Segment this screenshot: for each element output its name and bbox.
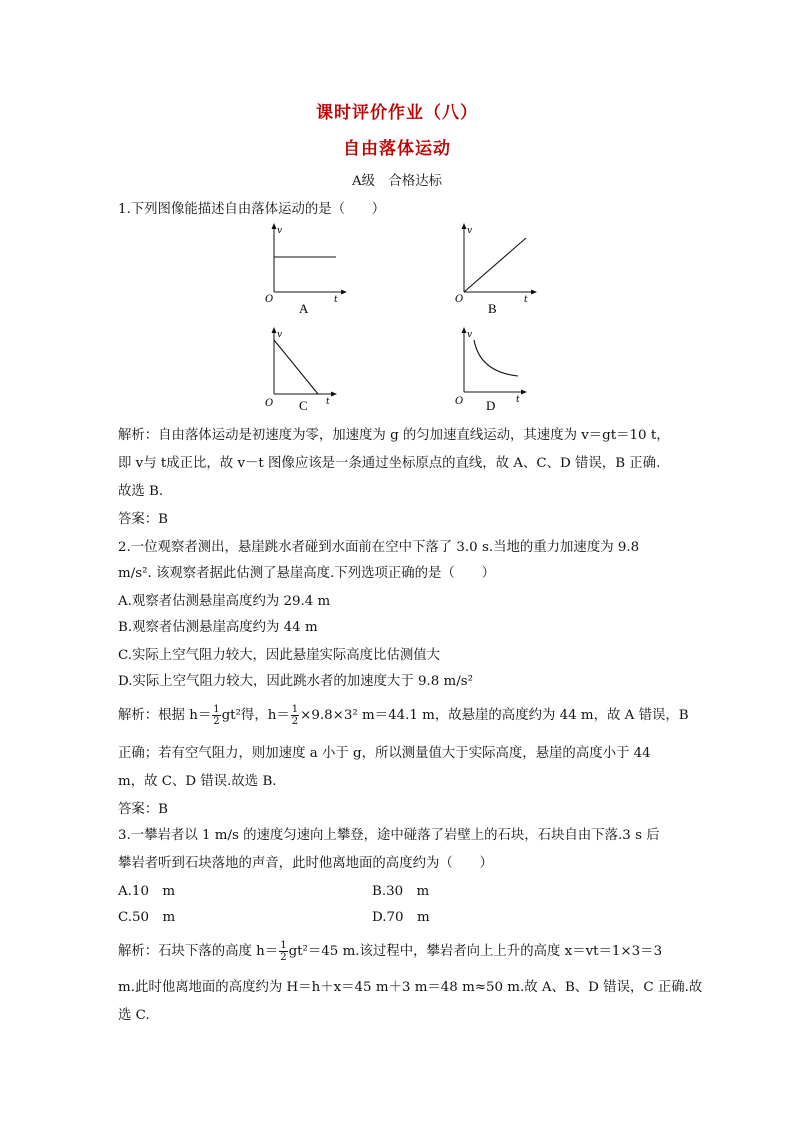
graph-b-y-label: v	[467, 226, 473, 236]
graph-a-x-label: t	[334, 295, 338, 305]
graph-c-x-arrow	[331, 392, 337, 397]
q2-option-b: B.观察者估测悬崖高度约为 44 m	[118, 620, 318, 635]
q2-fraction-1-denominator: 2	[213, 716, 220, 727]
graph-c-y-label: v	[277, 330, 283, 340]
graph-a-x-arrow	[341, 290, 347, 295]
graph-d-y-label: v	[467, 330, 473, 340]
q2-fraction-1-numerator: 1	[213, 704, 220, 715]
q1-analysis-line-3: 故选 B.	[118, 484, 164, 499]
q2-fraction-2-numerator: 1	[291, 704, 299, 715]
graph-b-y-arrow	[462, 223, 467, 229]
graph-c	[262, 326, 352, 428]
q2-fraction-2-denominator: 2	[291, 716, 299, 727]
q3-option-a: A.10 m	[118, 884, 176, 899]
graph-b-curve	[464, 238, 526, 292]
graph-a-y-label: v	[277, 226, 283, 236]
graph-a-caption: A	[299, 301, 309, 316]
graph-b-x-arrow	[531, 290, 537, 295]
q3-analysis-part-1: 解析：石块下落的高度 h＝	[118, 944, 279, 959]
q2-stem-line-2: m/s². 该观察者据此估测了悬崖高度.下列选项正确的是（ ）	[118, 566, 495, 581]
graph-d-origin: O	[455, 396, 464, 407]
graph-c-curve	[274, 340, 318, 394]
q3-analysis-line-1	[118, 940, 678, 963]
q3-analysis-line-2: m.此时他离地面的高度约为 H＝h＋x＝45 m＋3 m＝48 m≈50 m.故 A、B、D 错误，C 正确.故	[118, 980, 703, 995]
graph-d-y-arrow	[462, 327, 467, 333]
q3-option-b: B.30 m	[372, 884, 430, 899]
q2-analysis-part-1: 解析：根据 h＝	[118, 708, 212, 723]
q3-fraction-denominator: 2	[280, 952, 287, 963]
graph-a-y-arrow	[272, 223, 277, 229]
q3-option-c: C.50 m	[118, 910, 176, 925]
graph-c-origin: O	[265, 398, 274, 409]
graph-a	[262, 222, 352, 324]
level-heading: A级 合格达标	[351, 174, 442, 189]
q1-analysis-line-2: 即 v与 t成正比，故 v－t 图像应该是一条通过坐标原点的直线，故 A、C、D 错误，B 正确.	[118, 456, 661, 471]
q2-analysis-part-2: gt²得，h＝	[221, 708, 290, 723]
q3-fraction-numerator: 1	[280, 940, 287, 951]
graph-d-x-arrow	[521, 390, 527, 395]
graph-c-y-arrow	[272, 327, 277, 333]
q3-option-d: D.70 m	[372, 910, 430, 925]
q3-analysis-part-2: gt²＝45 m.该过程中，攀岩者向上上升的高度 x＝vt＝1×3＝3	[288, 944, 663, 959]
graph-d	[452, 326, 542, 428]
q1-analysis-line-1: 解析：自由落体运动是初速度为零，加速度为 g 的匀加速直线运动，其速度为 v＝gt＝10 t，	[118, 428, 670, 443]
q3-stem-line-2: 攀岩者听到石块落地的声音，此时他离地面的高度约为（ ）	[118, 856, 493, 871]
graph-c-x-label: t	[326, 397, 330, 407]
q1-stem: 1.下列图像能描述自由落体运动的是（ ）	[118, 202, 386, 217]
graph-b-x-label: t	[524, 295, 528, 305]
graph-c-caption: C	[299, 398, 308, 413]
q2-option-d: D.实际上空气阻力较大，因此跳水者的加速度大于 9.8 m/s²	[118, 674, 473, 689]
graph-a-origin: O	[265, 294, 274, 305]
q2-analysis-line-2: 正确；若有空气阻力，则加速度 a 小于 g，所以测量值大于实际高度，悬崖的高度小于 44	[118, 746, 651, 761]
q2-fraction-1	[212, 704, 220, 727]
page-title: 课时评价作业（八）	[316, 103, 478, 123]
q2-fraction-2	[291, 704, 299, 727]
graph-d-x-label: t	[516, 395, 520, 405]
graph-d-caption: D	[486, 398, 496, 413]
q3-fraction	[279, 940, 287, 963]
q2-analysis-line-3: m，故 C、D 错误.故选 B.	[118, 774, 277, 789]
graph-b-caption: B	[488, 301, 497, 316]
graph-d-curve	[474, 340, 518, 376]
graph-b	[452, 222, 542, 324]
q3-stem-line-1: 3.一攀岩者以 1 m/s 的速度匀速向上攀登，途中碰落了岩壁上的石块，石块自由下落.3 s 后	[118, 828, 660, 843]
q3-analysis-line-3: 选 C.	[118, 1008, 150, 1023]
q2-stem-line-1: 2.一位观察者测出，悬崖跳水者碰到水面前在空中下落了 3.0 s.当地的重力加速度为 9.8	[118, 540, 640, 555]
q2-analysis-part-3: ×9.8×3² m＝44.1 m，故悬崖的高度约为 44 m，故 A 错误，B	[300, 708, 689, 723]
graph-b-origin: O	[455, 294, 464, 305]
q2-option-a: A.观察者估测悬崖高度约为 29.4 m	[118, 594, 331, 609]
q2-analysis-line-1	[118, 704, 689, 727]
q2-answer: 答案：B	[118, 802, 169, 817]
q2-option-c: C.实际上空气阻力较大，因此悬崖实际高度比估测值大	[118, 648, 441, 663]
q1-answer: 答案：B	[118, 512, 169, 527]
page-subtitle: 自由落体运动	[343, 139, 451, 159]
